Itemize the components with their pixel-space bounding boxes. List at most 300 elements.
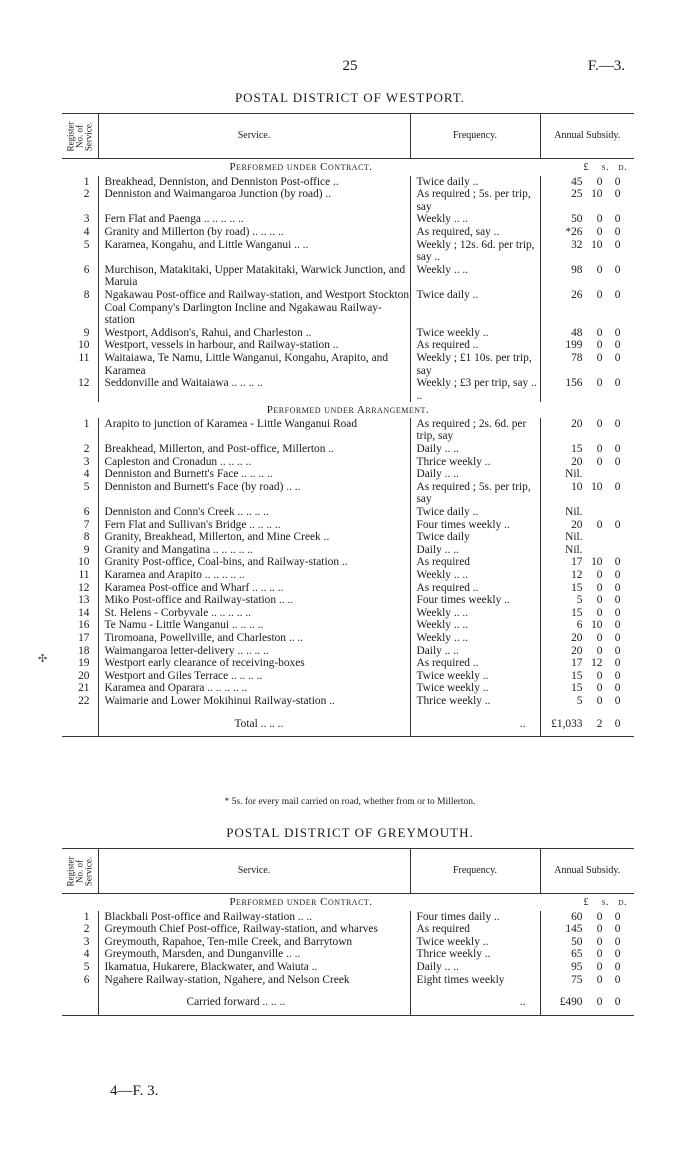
subsidy-pounds: 5 [576, 594, 583, 607]
carried-forward-label: Carried forward .. .. .. [186, 996, 286, 1009]
service-description: Karamea, Kongahu, and Little Wanganui .. .. [98, 239, 410, 264]
annual-subsidy [540, 594, 634, 607]
register-number: 12 [62, 582, 98, 595]
register-number: 2 [62, 923, 98, 936]
frequency: As required ; 2s. 6d. per trip, say [410, 418, 540, 443]
frequency-column-header: Frequency. [410, 114, 540, 159]
frequency: As required ; 5s. per trip, say [410, 481, 540, 506]
carried-pounds: £490 [559, 996, 583, 1009]
service-description: Miko Post-office and Railway-station .. .. [98, 594, 410, 607]
table-row [62, 657, 634, 670]
frequency: Twice weekly .. [410, 936, 540, 949]
register-number: 10 [62, 339, 98, 352]
annual-subsidy [540, 645, 634, 658]
subsidy-pounds: Nil. [565, 531, 583, 544]
table-row [62, 670, 634, 683]
margin-mark: ✣ [38, 653, 48, 665]
service-column-header: Service. [98, 114, 410, 159]
subsidy-pence: 0 [614, 443, 621, 456]
annual-subsidy [540, 352, 634, 377]
frequency: Twice weekly .. [410, 327, 540, 340]
service-description: Granity and Mangatina .. .. .. .. .. [98, 544, 410, 557]
register-column-header: Register No. of Service. [62, 849, 98, 894]
subsidy-pence: 0 [614, 175, 621, 188]
annual-subsidy [540, 936, 634, 949]
service-description: Ngakawau Post-office and Railway-station, and Westport Stockton Coal Company's Darlington Incline and Ngakawau Railway-station [98, 289, 410, 327]
table-row [62, 645, 634, 658]
total-pounds: £1,033 [551, 717, 583, 730]
subsidy-pence: 0 [614, 417, 621, 430]
subsidy-pounds: 145 [565, 923, 583, 936]
subsidy-pence: 0 [614, 594, 621, 607]
subsidy-shillings: 0 [596, 910, 603, 923]
contract-heading-cell: Performed under Contract. [229, 161, 373, 173]
frequency: Daily .. .. [410, 645, 540, 658]
annual-subsidy [540, 948, 634, 961]
table-row [62, 911, 634, 924]
frequency: As required .. [410, 582, 540, 595]
service-description: Waimangaroa letter-delivery .. .. .. .. [98, 645, 410, 658]
frequency: As required .. [410, 339, 540, 352]
unit-label: s. [601, 162, 609, 173]
frequency: Thrice weekly .. [410, 456, 540, 469]
register-number: 4 [62, 226, 98, 239]
service-description: Blackbali Post-office and Railway-station .. .. [98, 911, 410, 924]
subsidy-pence: 0 [614, 935, 621, 948]
contract-heading-cell: Performed under Contract. [229, 896, 373, 908]
service-description: Murchison, Matakitaki, Upper Matakitaki, Warwick Junction, and Maruia [98, 264, 410, 289]
subsidy-pence: 0 [614, 581, 621, 594]
table-row [62, 352, 634, 377]
register-number: 6 [62, 974, 98, 987]
table-row [62, 418, 634, 443]
subsidy-shillings: 0 [596, 518, 603, 531]
unit-label: £ [583, 897, 589, 908]
frequency: Weekly ; £3 per trip, say .. .. [410, 377, 540, 402]
annual-subsidy [540, 619, 634, 632]
subsidy-shillings: 10 [591, 188, 603, 201]
table-row [62, 961, 634, 974]
greymouth-contract-body [62, 894, 634, 987]
service-description: Greymouth, Rapahoe, Ten-mile Creek, and Barrytown [98, 936, 410, 949]
subsidy-pounds: Nil. [565, 506, 583, 519]
unit-label: £ [583, 162, 589, 173]
subsidy-shillings: 0 [596, 288, 603, 301]
page-number: 25 [342, 58, 358, 74]
register-number: 14 [62, 607, 98, 620]
register-number: 5 [62, 481, 98, 506]
register-number: 18 [62, 645, 98, 658]
frequency: Weekly .. .. [410, 619, 540, 632]
annual-subsidy [540, 607, 634, 620]
annual-subsidy [540, 188, 634, 213]
frequency: As required .. [410, 657, 540, 670]
arrangement-heading-cell: Performed under Arrangement. [266, 404, 430, 417]
subsidy-shillings: 10 [591, 238, 603, 251]
subsidy-shillings: 0 [596, 948, 603, 961]
annual-subsidy [540, 670, 634, 683]
service-description: Westport early clearance of receiving-boxes [98, 657, 410, 670]
subsidy-pounds: 32 [571, 238, 583, 251]
annual-subsidy [540, 176, 634, 189]
subsidy-pounds: 15 [571, 581, 583, 594]
subsidy-shillings: 0 [596, 669, 603, 682]
annual-subsidy [540, 377, 634, 402]
register-number: 21 [62, 682, 98, 695]
subsidy-pence: 0 [614, 480, 621, 493]
unit-label: d. [618, 162, 627, 173]
subsidy-pounds: 199 [565, 339, 583, 352]
westport-title: POSTAL DISTRICT OF WESTPORT. [234, 90, 466, 105]
subsidy-pounds: 20 [571, 455, 583, 468]
register-number: 17 [62, 632, 98, 645]
table-row [62, 289, 634, 327]
annual-subsidy [540, 582, 634, 595]
frequency: Weekly .. .. [410, 632, 540, 645]
service-description: Westport, vessels in harbour, and Railway-station .. [98, 339, 410, 352]
frequency: Four times weekly .. [410, 519, 540, 532]
frequency: Weekly .. .. [410, 213, 540, 226]
service-description: Denniston and Burnett's Face .. .. .. .. [98, 468, 410, 481]
subsidy-pounds: 20 [571, 417, 583, 430]
register-number: 11 [62, 352, 98, 377]
subsidy-pence: 0 [614, 606, 621, 619]
service-description: St. Helens - Corbyvale .. .. .. .. .. [98, 607, 410, 620]
annual-subsidy [540, 264, 634, 289]
unit-label: s. [601, 897, 609, 908]
carried-pence: 0 [614, 996, 621, 1009]
footnote: * 5s. for every mail carried on road, whether from or to Millerton. [224, 797, 476, 807]
subsidy-pence: 0 [614, 948, 621, 961]
subsidy-shillings: 0 [596, 935, 603, 948]
subsidy-column-header: Annual Subsidy. [540, 849, 634, 894]
service-description: Karamea and Arapito .. .. .. .. .. [98, 569, 410, 582]
register-number: 3 [62, 936, 98, 949]
annual-subsidy [540, 556, 634, 569]
subsidy-pounds: 10 [571, 480, 583, 493]
service-description: Granity, Breakhead, Millerton, and Mine Creek .. [98, 531, 410, 544]
register-number: 9 [62, 544, 98, 557]
subsidy-pounds: 156 [565, 377, 583, 390]
units-cell [540, 894, 634, 911]
table-row [62, 176, 634, 189]
service-description: Westport and Giles Terrace .. .. .. .. [98, 670, 410, 683]
frequency: Twice daily [410, 531, 540, 544]
subsidy-shillings: 0 [596, 694, 603, 707]
subsidy-pounds: 26 [571, 288, 583, 301]
signature-mark: 4—F. 3. [110, 1083, 159, 1099]
service-description: Fern Flat and Paenga .. .. .. .. .. [98, 213, 410, 226]
service-description: Greymouth Chief Post-office, Railway-station, and wharves [98, 923, 410, 936]
service-description: Granity and Millerton (by road) .. .. .. .. [98, 226, 410, 239]
frequency: Daily .. .. [410, 961, 540, 974]
table-row [62, 619, 634, 632]
subsidy-shillings: 0 [596, 175, 603, 188]
annual-subsidy [540, 443, 634, 456]
subsidy-shillings: 0 [596, 339, 603, 352]
total-pence: 0 [614, 717, 621, 730]
subsidy-pence: 0 [614, 910, 621, 923]
subsidy-column-header: Annual Subsidy. [540, 114, 634, 159]
service-description: Fern Flat and Sullivan's Bridge .. .. .. .. [98, 519, 410, 532]
subsidy-pounds: *26 [565, 225, 583, 238]
subsidy-pence: 0 [614, 669, 621, 682]
register-number: 10 [62, 556, 98, 569]
annual-subsidy [540, 961, 634, 974]
subsidy-pounds: 20 [571, 631, 583, 644]
subsidy-pence: 0 [614, 377, 621, 390]
subsidy-pounds: Nil. [565, 543, 583, 556]
register-number: 1 [62, 418, 98, 443]
carried-shillings: 0 [596, 996, 603, 1009]
table-row [62, 213, 634, 226]
table-row [62, 443, 634, 456]
service-description: Ngahere Railway-station, Ngahere, and Nelson Creek [98, 974, 410, 987]
subsidy-pounds: 48 [571, 326, 583, 339]
frequency: Weekly .. .. [410, 569, 540, 582]
register-number: 22 [62, 695, 98, 708]
subsidy-pence: 0 [614, 238, 621, 251]
greymouth-table [62, 848, 634, 1016]
register-number: 8 [62, 531, 98, 544]
subsidy-shillings: 0 [596, 973, 603, 986]
table-row [62, 481, 634, 506]
subsidy-pence: 0 [614, 694, 621, 707]
table-row [62, 264, 634, 289]
subsidy-pounds: 25 [571, 188, 583, 201]
frequency: Weekly .. .. [410, 264, 540, 289]
register-number: 11 [62, 569, 98, 582]
register-number: 20 [62, 670, 98, 683]
table-row [62, 695, 634, 708]
total-frequency: .. [410, 708, 540, 737]
frequency: Weekly ; £1 10s. per trip, say [410, 352, 540, 377]
subsidy-pounds: 95 [571, 960, 583, 973]
register-number: 3 [62, 213, 98, 226]
subsidy-shillings: 0 [596, 631, 603, 644]
register-number: 1 [62, 176, 98, 189]
register-number: 8 [62, 289, 98, 327]
annual-subsidy [540, 481, 634, 506]
annual-subsidy [540, 456, 634, 469]
carried-forward-frequency: .. [410, 986, 540, 1015]
subsidy-pence: 0 [614, 973, 621, 986]
frequency: Four times weekly .. [410, 594, 540, 607]
subsidy-pounds: 65 [571, 948, 583, 961]
table-row [62, 594, 634, 607]
register-number: 4 [62, 468, 98, 481]
unit-label: d. [618, 897, 627, 908]
register-number: 13 [62, 594, 98, 607]
subsidy-shillings: 0 [596, 326, 603, 339]
register-number: 7 [62, 519, 98, 532]
subsidy-shillings: 10 [591, 556, 603, 569]
frequency-column-header: Frequency. [410, 849, 540, 894]
table-row [62, 682, 634, 695]
service-description: Arapito to junction of Karamea - Little Wanganui Road [98, 418, 410, 443]
subsidy-pence: 0 [614, 213, 621, 226]
subsidy-pence: 0 [614, 682, 621, 695]
subsidy-pence: 0 [614, 518, 621, 531]
service-column-header: Service. [98, 849, 410, 894]
register-number: 19 [62, 657, 98, 670]
subsidy-shillings: 0 [596, 606, 603, 619]
service-description: Waitaiawa, Te Namu, Little Wanganui, Kongahu, Arapito, and Karamea [98, 352, 410, 377]
subsidy-pounds: 50 [571, 213, 583, 226]
annual-subsidy [540, 519, 634, 532]
frequency: Weekly .. .. [410, 607, 540, 620]
annual-subsidy [540, 506, 634, 519]
subsidy-pounds: 20 [571, 518, 583, 531]
table-row [62, 632, 634, 645]
service-description: Karamea Post-office and Wharf .. .. .. .. [98, 582, 410, 595]
frequency: As required, say .. [410, 226, 540, 239]
frequency: Twice daily .. [410, 506, 540, 519]
subsidy-pounds: 50 [571, 935, 583, 948]
westport-table [62, 113, 634, 737]
frequency: As required [410, 923, 540, 936]
register-number: 6 [62, 264, 98, 289]
subsidy-pence: 0 [614, 960, 621, 973]
subsidy-shillings: 0 [596, 923, 603, 936]
subsidy-pence: 0 [614, 631, 621, 644]
annual-subsidy [540, 695, 634, 708]
frequency: Daily .. .. [410, 544, 540, 557]
table-row [62, 226, 634, 239]
service-description: Westport, Addison's, Rahui, and Charleston .. [98, 327, 410, 340]
register-number: 3 [62, 456, 98, 469]
subsidy-shillings: 12 [591, 657, 603, 670]
service-description: Tiromoana, Powellville, and Charleston .. .. [98, 632, 410, 645]
subsidy-shillings: 0 [596, 644, 603, 657]
subsidy-pounds: 5 [576, 694, 583, 707]
subsidy-shillings: 0 [596, 960, 603, 973]
frequency: Twice weekly .. [410, 670, 540, 683]
annual-subsidy [540, 923, 634, 936]
subsidy-shillings: 0 [596, 351, 603, 364]
annual-subsidy [540, 289, 634, 327]
service-description: Capleston and Cronadun .. .. .. .. [98, 456, 410, 469]
annual-subsidy [540, 657, 634, 670]
table-row [62, 974, 634, 987]
register-number: 12 [62, 377, 98, 402]
subsidy-pence: 0 [614, 263, 621, 276]
subsidy-pence: 0 [614, 288, 621, 301]
table-row [62, 544, 634, 557]
frequency: Thrice weekly .. [410, 948, 540, 961]
table-row [62, 531, 634, 544]
westport-total-body [62, 708, 634, 737]
table-row [62, 948, 634, 961]
frequency: Weekly ; 12s. 6d. per trip, say .. [410, 239, 540, 264]
register-number: 5 [62, 961, 98, 974]
subsidy-pence: 0 [614, 225, 621, 238]
annual-subsidy [540, 468, 634, 481]
subsidy-shillings: 0 [596, 213, 603, 226]
table-row [62, 582, 634, 595]
annual-subsidy [540, 544, 634, 557]
subsidy-pounds: 15 [571, 682, 583, 695]
service-description: Denniston and Waimangaroa Junction (by road) .. [98, 188, 410, 213]
total-row [62, 708, 634, 737]
register-number: 16 [62, 619, 98, 632]
subsidy-pence: 0 [614, 556, 621, 569]
register-number: 5 [62, 239, 98, 264]
subsidy-shillings: 0 [596, 263, 603, 276]
subsidy-shillings: 0 [596, 377, 603, 390]
annual-subsidy [540, 682, 634, 695]
frequency: Four times daily .. [410, 911, 540, 924]
table-row [62, 188, 634, 213]
annual-subsidy [540, 213, 634, 226]
register-column-header: Register No. of Service. [62, 114, 98, 159]
subsidy-pounds: 60 [571, 910, 583, 923]
subsidy-pence: 0 [614, 339, 621, 352]
total-shillings: 2 [596, 717, 603, 730]
greymouth-title: POSTAL DISTRICT OF GREYMOUTH. [226, 825, 474, 840]
service-description: Waimarie and Lower Mokihinui Railway-station .. [98, 695, 410, 708]
annual-subsidy [540, 327, 634, 340]
total-label: Total .. .. .. [234, 717, 284, 730]
frequency: Twice daily .. [410, 289, 540, 327]
table-row [62, 327, 634, 340]
subsidy-shillings: 0 [596, 581, 603, 594]
table-row [62, 239, 634, 264]
subsidy-pence: 0 [614, 923, 621, 936]
annual-subsidy [540, 239, 634, 264]
table-row [62, 936, 634, 949]
subsidy-pence: 0 [614, 455, 621, 468]
table-row [62, 556, 634, 569]
arrangement-heading [62, 402, 634, 418]
table-row [62, 607, 634, 620]
subsidy-pence: 0 [614, 351, 621, 364]
subsidy-pence: 0 [614, 644, 621, 657]
greymouth-carried-body [62, 986, 634, 1015]
register-number: 1 [62, 911, 98, 924]
table-row [62, 923, 634, 936]
service-description: Te Namu - Little Wanganui .. .. .. .. [98, 619, 410, 632]
annual-subsidy [540, 226, 634, 239]
subsidy-pounds: 20 [571, 644, 583, 657]
register-number: 4 [62, 948, 98, 961]
frequency: Twice daily .. [410, 176, 540, 189]
annual-subsidy [540, 632, 634, 645]
table-row [62, 519, 634, 532]
service-description: Denniston and Conn's Creek .. .. .. .. [98, 506, 410, 519]
frequency: Eight times weekly [410, 974, 540, 987]
table-row [62, 569, 634, 582]
frequency: As required [410, 556, 540, 569]
subsidy-pence: 0 [614, 569, 621, 581]
subsidy-pounds: 15 [571, 669, 583, 682]
subsidy-pounds: 17 [571, 657, 583, 670]
subsidy-pounds: 12 [571, 569, 583, 581]
contract-heading [62, 894, 634, 911]
register-number: 2 [62, 188, 98, 213]
service-description: Breakhead, Millerton, and Post-office, Millerton .. [98, 443, 410, 456]
annual-subsidy [540, 418, 634, 443]
annual-subsidy [540, 974, 634, 987]
subsidy-shillings: 0 [596, 594, 603, 607]
service-description: Ikamatua, Hukarere, Blackwater, and Waiuta .. [98, 961, 410, 974]
frequency: Twice weekly .. [410, 682, 540, 695]
table-row [62, 456, 634, 469]
subsidy-pounds: 6 [576, 619, 583, 632]
table-row [62, 377, 634, 402]
annual-subsidy [540, 569, 634, 582]
annual-subsidy [540, 911, 634, 924]
